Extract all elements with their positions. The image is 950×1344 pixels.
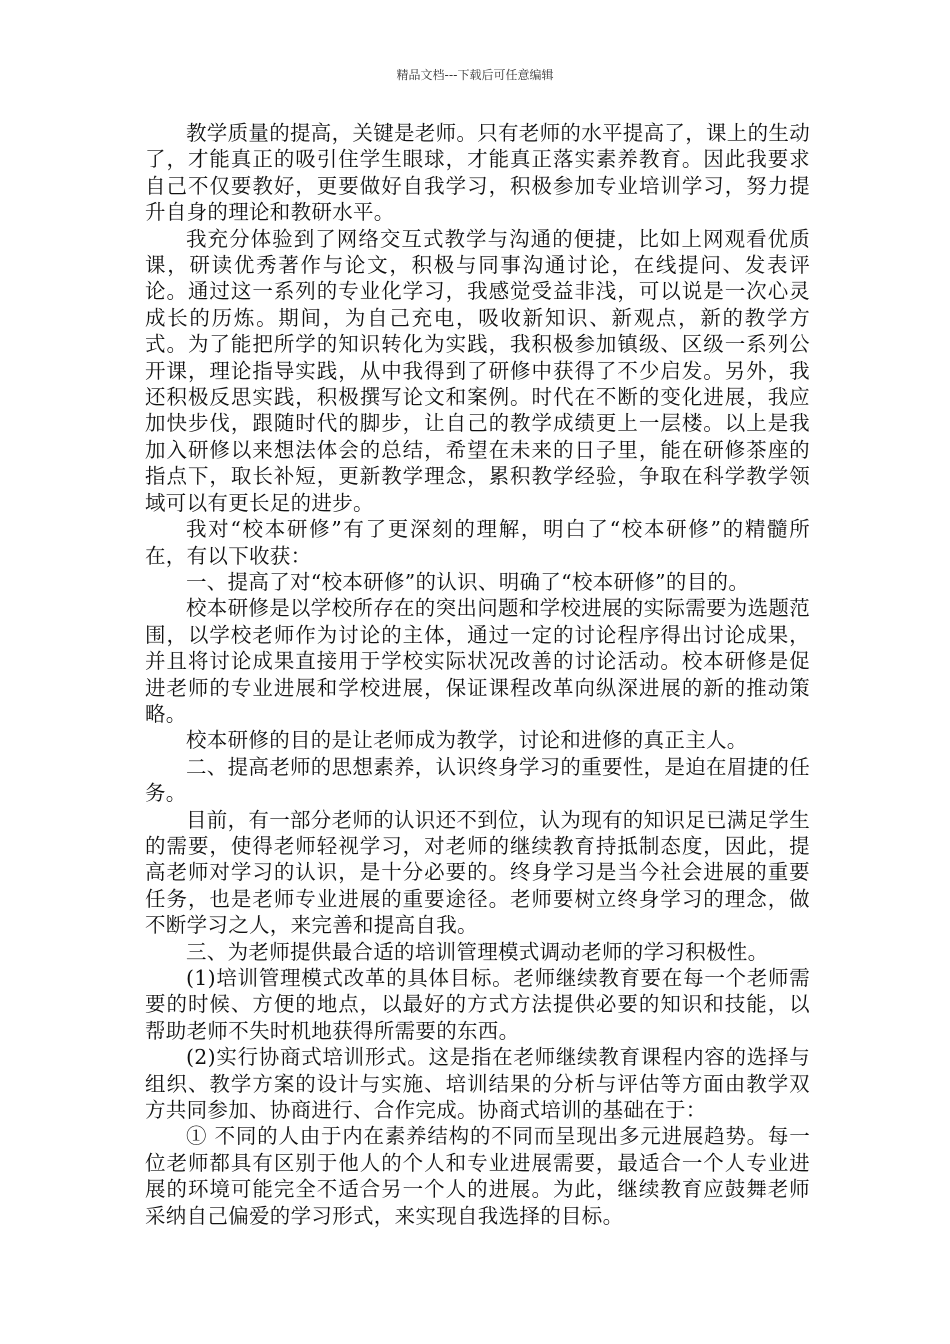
list-item: (1)培训管理模式改革的具体目标。老师继续教育要在每一个老师需要的时候、方便的地点，以最好的方式方法提供必要的知识和技能，以帮助老师不失时机地获得所需要的东西。	[145, 966, 810, 1043]
list-item: (2)实行协商式培训形式。这是指在老师继续教育课程内容的选择与组织、教学方案的设计与实施、培训结果的分析与评估等方面由教学双方共同参加、协商进行、合作完成。协商式培训的基础在于：	[145, 1045, 810, 1123]
document-body	[145, 120, 810, 1229]
list-item: ① 不同的人由于内在素养结构的不同而呈现出多元进展趋势。每一位老师都具有区别于他人的个人和专业进展需要，最适合一个人专业进展的环境可能完全不适合另一个人的进展。为此，继续教育应鼓舞老师采纳自己偏爱的学习形式，来实现自我选择的目标。	[145, 1124, 810, 1228]
paragraph: 校本研修是以学校所存在的突出问题和学校进展的实际需要为选题范围，以学校老师作为讨论的主体，通过一定的讨论程序得出讨论成果，并且将讨论成果直接用于学校实际状况改善的讨论活动。校本研修是促进老师的专业进展和学校进展，保证课程改革向纵深进展的新的推动策略。	[145, 596, 810, 726]
paragraph: 教学质量的提高，关键是老师。只有老师的水平提高了，课上的生动了，才能真正的吸引住学生眼球，才能真正落实素养教育。因此我要求自己不仅要教好，更要做好自我学习，积极参加专业培训学习，努力提升自身的理论和教研水平。	[145, 121, 810, 225]
paragraph: 校本研修的目的是让老师成为教学，讨论和进修的真正主人。	[186, 728, 748, 753]
section-heading: 一、提高了对“校本研修”的认识、明确了“校本研修”的目的。	[186, 569, 750, 594]
paragraph: 目前，有一部分老师的认识还不到位，认为现有的知识足已满足学生的需要，使得老师轻视学习，对老师的继续教育持抵制态度，因此，提高老师对学习的认识，是十分必要的。终身学习是当今社会进展的重要任务，也是老师专业进展的重要途径。老师要树立终身学习的理念，做不断学习之人，来完善和提高自我。	[145, 807, 810, 938]
page-header: 精品文档---下载后可任意编辑	[396, 68, 554, 82]
paragraph: 我对“校本研修”有了更深刻的理解，明白了“校本研修”的精髓所在，有以下收获：	[145, 517, 810, 568]
section-heading: 二、提高老师的思想素养，认识终身学习的重要性，是迫在眉捷的任务。	[145, 754, 810, 806]
paragraph: 我充分体验到了网络交互式教学与沟通的便捷，比如上网观看优质课，研读优秀著作与论文，积极与同事沟通讨论，在线提问、发表评论。通过这一系列的专业化学习，我感觉受益非浅，可以说是一次心灵成长的历炼。期间，为自己充电，吸收新知识、新观点，新的教学方式。为了能把所学的知识转化为实践，我积极参加镇级、区级一系列公开课，理论指导实践，从中我得到了研修中获得了不少启发。另外，我还积极反思实践，积极撰写论文和案例。时代在不断的变化进展，我应加快步伐，跟随时代的脚步，让自己的教学成绩更上一层楼。以上是我加入研修以来想法体会的总结，希望在未来的日子里，能在研修茶座的指点下，取长补短，更新教学理念，累积教学经验，争取在科学教学领域可以有更长足的进步。	[145, 226, 810, 515]
section-heading: 三、为老师提供最合适的培训管理模式调动老师的学习积极性。	[186, 939, 769, 964]
